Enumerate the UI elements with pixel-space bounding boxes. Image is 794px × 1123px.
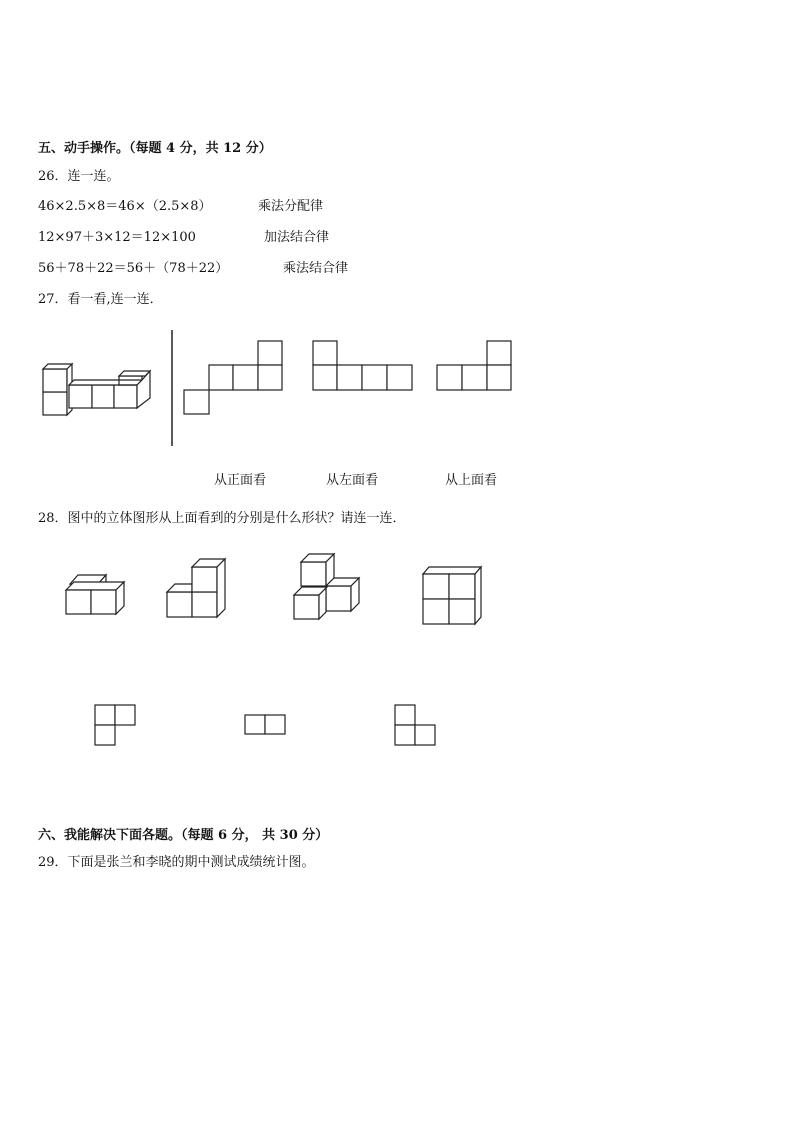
- question-26-title: 26．连一连。: [38, 169, 120, 184]
- q26-law-1: 乘法分配律: [258, 199, 324, 214]
- q26-expression-2: 12×97＋3×12＝12×100: [38, 230, 196, 245]
- q26-expression-3: 56＋78＋22＝56＋（78＋22）: [38, 261, 229, 276]
- question-29-title: 29．下面是张兰和李晓的期中测试成绩统计图。: [38, 855, 315, 870]
- question-27-title: 27．看一看,连一连．: [38, 292, 163, 307]
- view-label-top: 从上面看: [445, 473, 498, 488]
- q26-law-2: 加法结合律: [264, 230, 330, 245]
- view-label-front: 从正面看: [214, 473, 267, 488]
- section-6-heading: 六、我能解决下面各题。（每题 6 分， 共 30 分）: [38, 828, 329, 843]
- question-28-title: 28．图中的立体图形从上面看到的分别是什么形状？请连一连．: [38, 511, 406, 526]
- q26-law-3: 乘法结合律: [283, 261, 349, 276]
- q26-expression-1: 46×2.5×8＝46×（2.5×8）: [38, 199, 212, 214]
- section-5-heading: 五、动手操作。（每题 4 分，共 12 分）: [38, 141, 272, 156]
- view-label-left: 从左面看: [326, 473, 379, 488]
